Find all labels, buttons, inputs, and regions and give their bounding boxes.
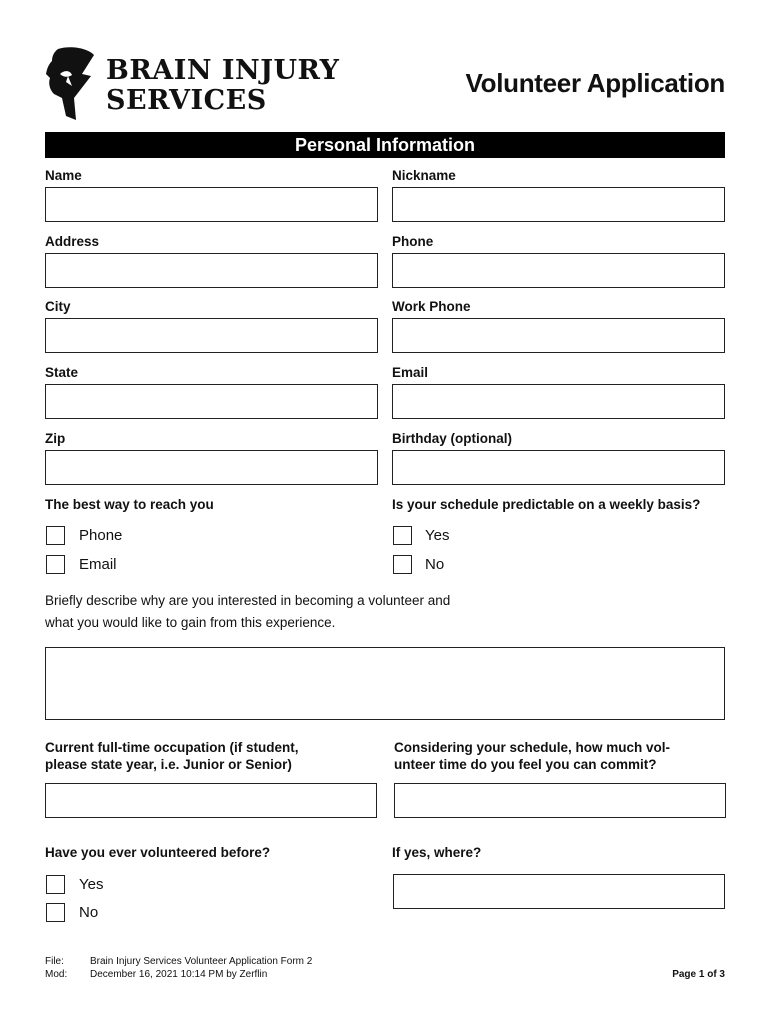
nickname-field[interactable] (392, 187, 725, 222)
zip-field[interactable] (45, 450, 378, 485)
phone-label: Phone (392, 234, 434, 249)
schedule-no-checkbox[interactable] (393, 555, 412, 574)
address-field[interactable] (45, 253, 378, 288)
schedule-no-label: No (425, 556, 445, 573)
email-field[interactable] (392, 384, 725, 419)
footer-mod-value: December 16, 2021 10:14 PM by Zerflin (90, 969, 268, 980)
city-label: City (45, 299, 71, 314)
name-label: Name (45, 168, 82, 183)
email-label: Email (392, 365, 429, 380)
state-label: State (45, 365, 79, 380)
schedule-yes-checkbox[interactable] (393, 526, 412, 545)
birthday-label: Birthday (optional) (392, 431, 512, 446)
page-number: Page 1 of 3 (672, 969, 725, 980)
describe-textarea[interactable] (45, 647, 725, 720)
phone-field[interactable] (392, 253, 725, 288)
commit-label-line1: Considering your schedule, how much vol- (394, 740, 671, 755)
birthday-field[interactable] (392, 450, 725, 485)
schedule-yes-label: Yes (425, 527, 450, 544)
where-field[interactable] (393, 874, 725, 909)
volunteered-yes-label: Yes (79, 876, 104, 893)
zip-label: Zip (45, 431, 66, 446)
footer-file-label: File: (45, 956, 64, 967)
volunteered-no-checkbox[interactable] (46, 903, 65, 922)
logo-text-line2: SERVICES (106, 85, 267, 116)
section-header-personal-information: Personal Information (45, 132, 725, 158)
reach-email-label: Email (79, 556, 117, 573)
state-field[interactable] (45, 384, 378, 419)
volunteered-question: Have you ever volunteered before? (45, 845, 271, 860)
work-phone-label: Work Phone (392, 299, 471, 314)
commit-field[interactable] (394, 783, 726, 818)
name-field[interactable] (45, 187, 378, 222)
footer-mod-label: Mod: (45, 969, 68, 980)
footer-file-value: Brain Injury Services Volunteer Application Form 2 (90, 956, 313, 967)
city-field[interactable] (45, 318, 378, 353)
where-label: If yes, where? (392, 845, 482, 860)
brain-injury-logo-icon (44, 46, 96, 122)
reach-question: The best way to reach you (45, 497, 214, 512)
logo-text-line1: BRAIN INJURY (106, 55, 340, 86)
reach-phone-label: Phone (79, 527, 123, 544)
nickname-label: Nickname (392, 168, 456, 183)
volunteered-no-label: No (79, 904, 99, 921)
reach-email-checkbox[interactable] (46, 555, 65, 574)
occupation-label-line1: Current full-time occupation (if student, (45, 740, 299, 755)
document-title: Volunteer Application (465, 68, 725, 98)
describe-prompt-line1: Briefly describe why are you interested in becoming a volunteer and (45, 593, 451, 608)
occupation-field[interactable] (45, 783, 377, 818)
reach-phone-checkbox[interactable] (46, 526, 65, 545)
schedule-question: Is your schedule predictable on a weekly basis? (392, 497, 701, 512)
commit-label-line2: unteer time do you feel you can commit? (394, 757, 657, 772)
address-label: Address (45, 234, 100, 249)
work-phone-field[interactable] (392, 318, 725, 353)
occupation-label-line2: please state year, i.e. Junior or Senior) (45, 757, 292, 772)
describe-prompt-line2: what you would like to gain from this experience. (45, 615, 336, 630)
volunteered-yes-checkbox[interactable] (46, 875, 65, 894)
